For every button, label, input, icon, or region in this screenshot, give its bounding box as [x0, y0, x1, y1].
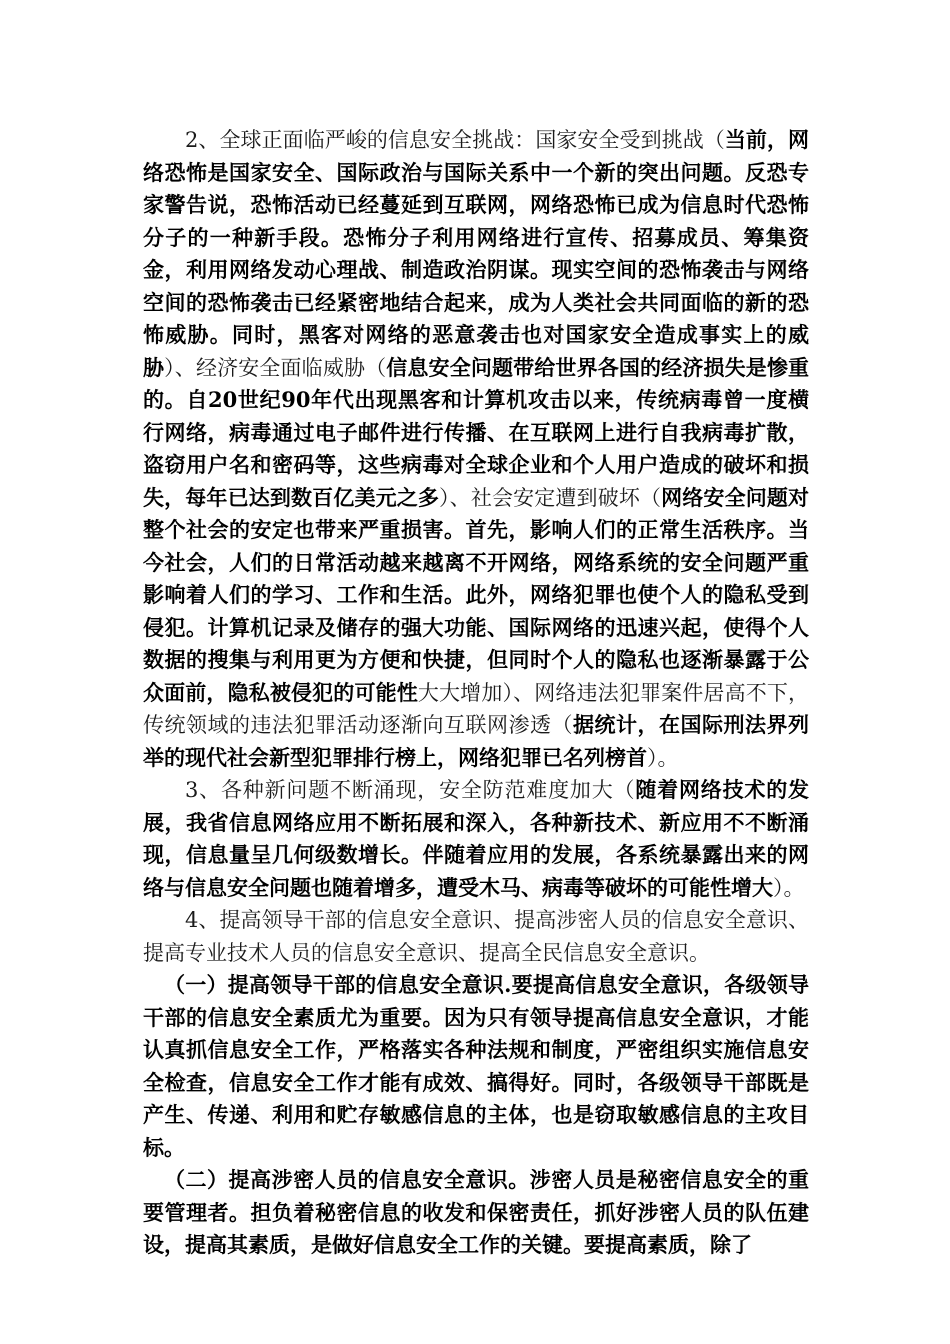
- document-body: [143, 124, 809, 1262]
- text-segment-bold: 网络安全问题对整个社会的安定也带来严重损害。首先，影响人们的正常生活秩序。当今社会，人们的日常活动越来越离不开网络，网络系统的安全问题严重影响着人们的学习、工作和生活。此外，网络犯罪也使个人的隐私受到侵犯。计算机记录及储存的强大功能、国际网络的迅速兴起，使得个人数据的搜集与利用更为方便和快捷，但同时个人的隐私也逐渐暴露于公众面前，隐私被侵犯的可能性: [143, 484, 810, 705]
- paragraph-global-challenges: [143, 124, 809, 774]
- paragraph-classified-staff-awareness: [143, 1164, 809, 1262]
- text-segment-bold: 随着网络技术的发展，我省信息网络应用不断拓展和深入，各种新技术、新应用不不断涌现，信息量呈几何级数增长。伴随着应用的发展，各系统暴露出来的网络与信息安全问题也随着增多，遭受木马、病毒等破坏的可能性增大: [143, 777, 810, 900]
- text-segment: ）、经济安全面临威胁（: [164, 355, 387, 380]
- text-segment: ）。: [647, 745, 679, 770]
- text-segment-bold: （一）提高领导干部的信息安全意识.要提高信息安全意识，各级领导干部的信息安全素质尤为重要。因为只有领导提高信息安全意识，才能认真抓信息安全工作，严格落实各种法规和制度，严密组织实施信息安全检查，信息安全工作才能有成效、搞得好。同时，各级领导干部既是产生、传递、利用和贮存敏感信息的主体，也是窃取敏感信息的主攻目标。: [143, 972, 809, 1160]
- text-segment: ）。: [773, 875, 805, 900]
- text-segment: 3、各种新问题不断涌现，安全防范难度加大（: [185, 778, 636, 802]
- text-segment: 4、提高领导干部的信息安全意识、提高涉密人员的信息安全意识、提高专业技术人员的信息安全意识、提高全民信息安全意识。: [143, 908, 809, 965]
- text-segment-bold: 据统计，在国际刑法界列举的现代社会新型犯罪排行榜上，网络犯罪已名列榜首: [143, 712, 809, 770]
- text-segment-bold: 当前，网络恐怖是国家安全、国际政治与国际关系中一个新的突出问题。反恐专家警告说，恐怖活动已经蔓延到互联网，网络恐怖已成为信息时代恐怖分子的一种新手段。恐怖分子利用网络进行宣传、招募成员、筹集资金，利用网络发动心理战、制造政治阴谋。现实空间的恐怖袭击与网络空间的恐怖袭击已经紧密地结合起来，成为人类社会共同面临的新的恐怖威胁。同时，黑客对网络的恶意袭击也对国家安全造成事实上的威胁: [143, 127, 810, 380]
- text-segment: ）、社会安定遭到破坏（: [439, 485, 662, 510]
- text-segment-bold: （二）提高涉密人员的信息安全意识。涉密人员是秘密信息安全的重要管理者。担负着秘密信息的收发和保密责任，抓好涉密人员的队伍建设，提高其素质，是做好信息安全工作的关键。要提高素质，除了: [143, 1167, 809, 1257]
- text-segment: 大大增加）、网络违法犯罪案件居高不下，传统领域的违法犯罪活动逐渐向互联网渗透（: [143, 680, 810, 737]
- text-segment-bold: 信息安全问题带给世界各国的经济损失是惨重的。自20世纪90年代出现黑客和计算机攻击以来，传统病毒曾一度横行网络，病毒通过电子邮件进行传播、在互联网上进行自我病毒扩散，盗窃用户名和密码等，这些病毒对全球企业和个人用户造成的破坏和损失，每年已达到数百亿美元之多: [143, 354, 810, 510]
- paragraph-new-problems: [143, 774, 809, 904]
- paragraph-awareness-list: [143, 904, 809, 969]
- paragraph-leaders-awareness: [143, 969, 809, 1164]
- text-segment: 2、全球正面临严峻的信息安全挑战：国家安全受到挑战（: [185, 128, 725, 152]
